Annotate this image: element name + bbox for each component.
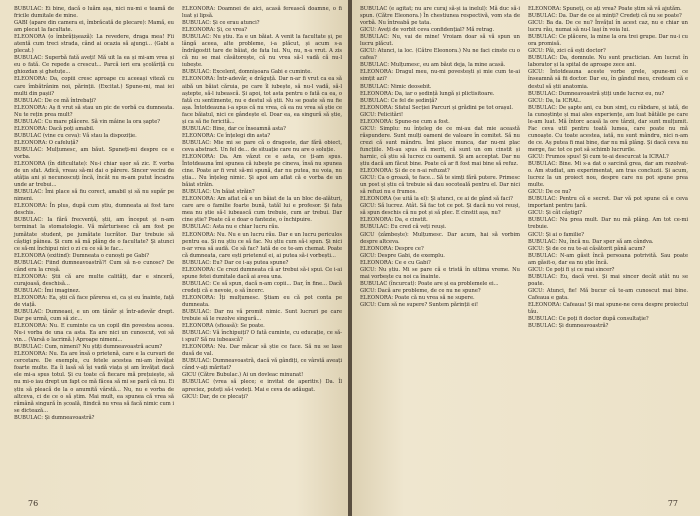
dialogue-line: BUBULAC: Ia fără frecvență, știi, am început și n-am terminat la stomatologie. Vă mărturisesc că am fost pe jumătate student, pe jumătate lucrător. Dar trebuie să câștigi pâinea. Și cum să mă plâng de o facultate? Și atunci ce să-mi închipui nici o zi cu ce să le fac... xyxy=(14,217,174,252)
dialogue-line: ELEONORA: Și, ce vrea? xyxy=(182,27,248,34)
dialogue-line: GICU: Și cât câștigi? xyxy=(528,210,583,217)
dialogue-line: BUBULAC (vrea să plece; e invitat de aperitiv.) Da. Îl apreciez, puteți să-i vedeți. Mai e ceva de adăugat. xyxy=(182,379,342,393)
dialogue-line: ELEONORA (sfioasă): Se poate. xyxy=(182,323,265,330)
dialogue-line: GICU: De ce nu? xyxy=(528,189,572,196)
dialogue-line: ELEONORA: Da, copiii cresc aproape cu aceeași viteză cu care îmbătrânim noi, părinții. (Excitat.) Spune-mi, mai iei multi din pașii? xyxy=(14,76,174,97)
dialogue-line: ELEONORA: Da, iar o ședință lungă și plictisitoare. xyxy=(360,90,495,97)
dialogue-line: ELEONORA: Despre ce? xyxy=(360,245,424,252)
left-page-column-2 xyxy=(182,6,342,401)
right-page-column-2 xyxy=(528,6,688,330)
dialogue-line: BUBULAC: Da. Dar de ce ai minți? Credeți că nu se poate? xyxy=(528,13,682,20)
dialogue-line: BUBULAC: Excelent, domnișoara Gabi e cuminte. xyxy=(182,69,312,76)
dialogue-line: BUBULAC: Și ce erau atunci? xyxy=(182,20,260,27)
dialogue-line: GICU: Aveți de vorbit ceva confidențial? Mă retrag. xyxy=(360,27,495,34)
dialogue-line: GICU: Ba da. De ce nu? Învățul în acest caz, nu e chiar un lucru rău, numai să nu-l lași în voia lui. xyxy=(528,20,688,34)
dialogue-line: ELEONORA: Într-adevăr, e drăguță. Dar n-ar fi vrut ca ea să aibă un băiat căruia, pe care îl iubește, să nu-l vadă, să-l aștepte, să-l iubească. Și apoi, tot asta pentru o fată ca ea, o fată cu sentimente, nu e destul să știi. Nu se poate să nu fie așa. Întotdeauna i-a spus că nu vrea, că ea nu vrea să știe ce face băiatul, nici ce gândește el. Doar ea, ea singură să știe, și ca să fie fericită... xyxy=(182,76,342,125)
dialogue-line: ELEONORA: Ce e cu Gabi? xyxy=(360,259,431,266)
dialogue-line: BUBULAC: Nu prea mult. Dar nu mă plâng. Am tot ce-mi trebuie. xyxy=(528,217,688,231)
dialogue-line: BUBULAC: De șapte ani, cu bun simț, cu răbdare, și iată, de la cunoștințe și mai ales experiențe, am luat bătăile pe care le-am luat. Mă întorc acasă la ore târzii, dar sunt mulțumit. Fac ceva util pentru toată lumea, care poate nu mă cunoaște. Cu toate acestea, iată, nu sunt mândru, nici n-am de ce. Aș putea fi mai bine, dar nu mă plâng. Și dacă ceva nu merge, fac tot ce pot să schimb lucrurile. xyxy=(528,104,688,153)
dialogue-line: GICU: Despre Gabi, de exemplu. xyxy=(360,252,445,259)
dialogue-line: BUBULAC: Pentru că e secret. Dar vă pot spune că e ceva important pentru țară. xyxy=(528,196,688,210)
dialogue-line: GICU: Simplu: nu înțeleg de ce mi-au dat mie această răspundere. Sunt mulți oameni de valoare în comitet. Să nu crezi că sunt mândru. Îmi place munca, dar nu-mi plac funcțiile. Mi-au spus că merit, că sunt un om cinstit și harnic, că știu să lucrez cu oamenii. Și am acceptat. Dar nu știu dacă am făcut bine. Poate că ar fi fost mai bine să refuz. xyxy=(360,125,520,168)
dialogue-line: BUBULAC: Eu, dacă vrei. Și mai sincer decât atât nu se poate. xyxy=(528,273,688,287)
dialogue-line: BUBULAC: Dar nu vă promit nimic. Sunt lucruri pe care trebuie să le rezolve singură... xyxy=(182,309,342,323)
dialogue-line: BUBULAC: Cum, nimeni? Nu știți dumneavoastră acum? xyxy=(14,344,163,351)
left-page xyxy=(0,0,348,516)
dialogue-line: BUBULAC (vine cu ceva): Vă stau la dispoziție. xyxy=(14,132,137,139)
dialogue-line: GABI (apare din camera ei, îmbrăcată de plecare): Mamă, eu am plecat la facultate. xyxy=(14,20,174,34)
dialogue-line: GICU: Și de ce nu te-ai căsătorit până acum? xyxy=(528,245,646,252)
dialogue-line: BUBULAC (încurcat): Poate are și ea problemele ei... xyxy=(360,280,499,287)
dialogue-line: ELEONORA: Da. Am văzut ce e asta, ce ți-am spus. Întotdeauna îmi spunea că iubește pe cineva, însă nu spunea cine. Poate ar fi vrut să-mi spună, dar nu putea, nu voia, nu știa... Nu înțeleg nimic. Și apoi am aflat că e vorba de un băiat străin. xyxy=(182,153,342,189)
dialogue-line: GICU: Cum să ne supere? Suntem părinții ei! xyxy=(360,301,479,308)
dialogue-line: BUBULAC: Asta nu e chiar lucru rău. xyxy=(182,224,280,231)
dialogue-line: ELEONORA: Îți mulțumesc. Știam eu că pot conta pe dumneata. xyxy=(182,294,342,308)
dialogue-line: ELEONORA (o îmbrățișează): La revedere, draga mea! Fii atentă cum treci strada, când ai ocazia să ajungi... (Gabi a plecat.) xyxy=(14,34,174,55)
dialogue-line: GICU: Dacă are probleme, de ce nu ne spune? xyxy=(360,287,481,294)
dialogue-line: ELEONORA: Nu. E cuminte ca un copil din povestea aceea. Nu-i vorba de una ca asta. Ea are nici un cunoscut, voi să vin... (Varsă o lacrimă.) Aproape nimeni... xyxy=(14,323,174,344)
dialogue-line: BUBULAC: Nimic deosebit. xyxy=(360,83,432,90)
dialogue-line: BUBULAC: N-am găsit încă persoana potrivită. Sau poate am găsit-o, dar ea nu știe încă. xyxy=(528,252,688,266)
dialogue-line: BUBULAC: Ce fel de ședință? xyxy=(360,97,438,104)
dialogue-line: ELEONORA (în dificultate): Nu-i chiar ușor să zic. E vorba de un sfat. Adică, vreau să-mi dai o părere. Sincer vecini de atâția ani și necunoscuți încă, încât nu m-am putut încadra unde ar trebui... xyxy=(14,161,174,189)
dialogue-line: GICU: Și ai o familie? xyxy=(528,231,585,238)
dialogue-line: BUBULAC: Bine. Mi s-a dat o sarcină grea, dar am rezolvat-o. Am studiat, am experimentat, am tras concluzii. Și acum, lucrez la un proiect nou, despre care nu pot spune prea multe. xyxy=(528,161,688,189)
dialogue-line: GICU: Atunci, ia loc. (Către Eleonora.) Nu ne faci cinste cu o cafea? xyxy=(360,48,520,62)
dialogue-line: GICU (Către Bubulac.) Ai un dovleac minunat! xyxy=(182,372,304,379)
dialogue-line: ELEONORA: Nu. Dar măcar să știe ce face. Să nu se lase dusă de val. xyxy=(182,344,342,358)
dialogue-line: ELEONORA (se uită la el): Și atunci, ce ai de gând să faci? xyxy=(360,196,513,203)
dialogue-line: GICU: Să lucrez. Atât. Să fac tot ce pot. Și dacă nu voi reuși, să spun deschis că nu pot și să plec. E cinstit așa, nu? xyxy=(360,203,520,217)
dialogue-line: ELEONORA: În plus, după cum știu, dumneata ai fost tare deschis. xyxy=(14,203,174,217)
dialogue-line: BUBULAC: Și dumneavoastră? xyxy=(14,414,95,421)
dialogue-line: ELEONORA: Și de ce n-ai refuzat? xyxy=(360,168,450,175)
dialogue-line: ELEONORA: Am aflat că e un băiat de la un bloc de-alături, care are o familie foarte bună, tatăl lui e profesor. Și fata mea nu știe să-l iubească cum trebuie, cum ar trebui. Dar cine știe? Poate că e doar o fantezie, o închipuire. xyxy=(182,196,342,224)
dialogue-line: ELEONORA: Ce înțelegi din asta? xyxy=(182,132,271,139)
dialogue-line: ELEONORA: Sfatul Secției Parcuri și grădini pe tot orașul. xyxy=(360,104,514,111)
dialogue-line: GICU (zâmbește): Mulțumesc. Dar acum, hai să vorbim despre altceva. xyxy=(360,231,520,245)
dialogue-line: BUBULAC: Ce poți fi doctor după consultație? xyxy=(528,316,649,323)
dialogue-line: GICU: Da, la ICRAL. xyxy=(528,97,581,104)
dialogue-line: BUBULAC: Ce să spun, dacă n-am copii... Dar, în fine... Dacă credeți că e nevoie, o să încerc. xyxy=(182,280,342,294)
dialogue-line: BUBULAC: Dumneavoastră, dacă vă gândiți, ce vârstă aveați când v-ați măritat? xyxy=(182,358,342,372)
dialogue-line: ELEONORA: Ce crezi dumneata că ar trebui să-i spui. Ce i-ai spune fetei dumitale dacă ai avea una. xyxy=(182,266,342,280)
dialogue-line: ELEONORA: Ea, știi că face părerea ei, ca și eu înainte, față de viață. xyxy=(14,294,174,308)
dialogue-line: ELEONORA (exitind): Dumneata o cunoști pe Gabi? xyxy=(14,252,149,259)
dialogue-line: GICU: Frumos spus! Și cum te-ai descurcat la ICRAL? xyxy=(528,153,669,160)
dialogue-line: ELEONORA: Nu. Nu e un lucru rău. Dar e un lucru periculos pentru ea. Și nu știu ce să fac. Nu știu cum să-i spun. Și nici n-ar vrea să audă. Ce să fac? Iată de ce te-am chemat. Poate că dumneata, care ești prietenul ei, ai putea să-i vorbești... xyxy=(182,231,342,259)
dialogue-line: BUBULAC (e agitat; nu are curaj să-și ia inelul): Mă duc să-i spun. (Către Eleonora.) În chestiunea respectivă, vom sta de vorbă. Nu întreabă pe tata. xyxy=(360,6,520,27)
dialogue-line: BUBULAC: De ce mă întrebați? xyxy=(14,97,96,104)
dialogue-line: BUBULAC: Superbă fată aveți! Mă uit la ea și mi-am vrea și eu o fată. Ce repede a crescut... Parcă ieri era școlăriță cu ghiozdan și ghetuțe... xyxy=(14,55,174,76)
dialogue-line: BUBULAC: Ei bine, dacă o luăm așa, nici nu-mi e teamă de fricile dumitale de mine. xyxy=(14,6,174,20)
dialogue-line: GICU: Ce poți fi și ce mai sincer? xyxy=(528,266,615,273)
dialogue-line: ELEONORA: Spuneți, ce ați vrea? Poate știm să vă ajutăm. xyxy=(528,6,682,12)
dialogue-line: BUBULAC: Da, domnule. Nu sunt practician. Am lucrat în laborator și la spital de aproape zece ani. xyxy=(528,55,688,69)
dialogue-line: GICU: Felicitări! xyxy=(360,111,404,118)
dialogue-line: BUBULAC: Mie mi se pare că o dragoste, dar fără obiect, ceva abstract. Un fel de... de situație care nu are o soluție. xyxy=(182,139,342,153)
dialogue-line: ELEONORA: Nu. Ea are însă o prietenă, care e la cursuri de cercetare. De exemplu, cu fetele acestea mi-am învățat foarte multe. Ea îi lasă să își vadă viața și am învățat dacă ele mi-a spus totul. Și cu toate că fiecare mă prețuiește, să nu mi-o iau drept un fapt ce mă făcea să mi se pară că nu. Ei știu să pleacă de la o anumită vârstă... Nu, nu e vorba de altceva, ci de ce o să știm. Mai mult, ea spunea că vrea să rămână singură în școală, fiindcă nu vrea să facă nimic cum i se dictează... xyxy=(14,351,174,414)
dialogue-line: BUBULAC: Îmi place să fiu corect, amabil și să nu supăr pe nimeni. xyxy=(14,189,174,203)
dialogue-line: BUBULAC: Mulțumesc, am băut. Spuneți-mi despre ce e vorba. xyxy=(14,146,174,160)
right-page xyxy=(352,0,700,516)
dialogue-line: ELEONORA: Doamnei de aici, acasă ferească doamne, o fi luat și lipsă. xyxy=(182,6,342,20)
dialogue-line: BUBULAC: Fiind dumneavoastră?! Cum să n-o cunosc? De când era la creșă. xyxy=(14,259,174,273)
dialogue-line: BUBULAC: Vă închipuiți? O fată cuminte, cu educație, ce să-i spui? Să nu iubească? xyxy=(182,330,342,344)
dialogue-line: BUBULAC: Și dumneavoastră? xyxy=(528,323,609,330)
dialogue-line: BUBULAC: Nu știu. Ea e un băiat. A venit la facultate și, pe lângă aceea, alte probleme, i-a plăcut, și acum s-a îndrăgostit tare de băiat, de fata lui. Nu, nu, n-a vrut. A zis că nu se mai căsătorește, că nu vrea să-l vadă că nu-l iubește. xyxy=(182,34,342,69)
dialogue-line: GICU: Întotdeauna aceste vorbe grele, spune-mi ce înseamnă să fii doctor. Dar eu, în gândul meu, credeam că e destul să știi anatomia. xyxy=(528,69,688,90)
dialogue-line: BUBULAC: Eu? Dar ce i-aș putea spune? xyxy=(182,259,289,266)
dialogue-line: BUBULAC: Îmi imaginez. xyxy=(14,287,81,294)
dialogue-line: ELEONORA: Aș fi vrut să stau un pic de vorbă cu dumneata. Nu te rețin prea mult? xyxy=(14,104,174,118)
right-page-number: 77 xyxy=(667,499,678,508)
dialogue-line: ELEONORA: O cafeluță? xyxy=(14,139,79,146)
dialogue-line: BUBULAC: Cu mare plăcere. Să vin mâine la ora șapte? xyxy=(14,118,161,125)
dialogue-line: ELEONORA: Poate că nu vrea să ne supere. xyxy=(360,294,475,301)
dialogue-line: BUBULAC: Bine, dar ce înseamnă asta? xyxy=(182,125,286,132)
left-page-number: 76 xyxy=(28,499,39,508)
dialogue-line: ELEONORA: Spune-ne cum a fost. xyxy=(360,118,450,125)
left-page-column-1 xyxy=(14,6,174,422)
dialogue-line: GICU: Ca o groază, te face... Să te simți fără putere. Primesc un post și știu că trebuie să dau socoteală pentru el. Dar nici să refuzi nu e frumos. xyxy=(360,175,520,196)
dialogue-line: GICU: Păi, zici că ești doctor? xyxy=(528,48,606,55)
dialogue-line: BUBULAC: Mulțumesc, eu am băut deja, la mine acasă. xyxy=(360,62,506,69)
dialogue-line: BUBULAC: Eu cred că veți reuși. xyxy=(360,224,447,231)
dialogue-line: ELEONORA: Dragul meu, nu-mi povestești și mie cum te-ai simțit azi? xyxy=(360,69,520,83)
dialogue-line: GICU: Atunci, fie! Mă bucur că te-am cunoscut mai bine. Cafeaua e gata. xyxy=(528,287,688,301)
dialogue-line: BUBULAC: Nu, încă nu. Dar sper să am cândva. xyxy=(528,238,654,245)
right-page-column-1 xyxy=(360,6,520,309)
dialogue-line: ELEONORA: Știi că are multe calități, dar e sinceră, curajoasă, deschisă... xyxy=(14,273,174,287)
dialogue-line: BUBULAC: Dumneavoastră știți unde lucrez eu, nu? xyxy=(528,90,665,97)
dialogue-line: BUBULAC: Un băiat străin? xyxy=(182,189,255,196)
dialogue-line: GICU: Nu știu. Mi se pare că e tristă în ultima vreme. Nu mai vorbește cu noi ca înainte. xyxy=(360,266,520,280)
dialogue-line: ELEONORA: Cafeaua! Și mai spune-ne ceva despre proiectul tău. xyxy=(528,301,688,316)
dialogue-line: BUBULAC: Nu, vai de mine! Vroiam doar să vă spun un lucru plăcut. xyxy=(360,34,520,48)
dialogue-line: ELEONORA: Da, e cinstit. xyxy=(360,217,428,224)
dialogue-line: ELEONORA: Dacă poți amabil. xyxy=(14,125,95,132)
dialogue-line: GICU: Dar, de ce plecați? xyxy=(182,393,248,400)
dialogue-line: BUBULAC: Ce plăcere, la mine la ora trei grupe. Dar nu-i cu ora promisă. xyxy=(528,34,688,48)
dialogue-line: BUBULAC: Dumneaei, e un om tânăr și într-adevăr drept. Dar pe urmă, cum să zic... xyxy=(14,309,174,323)
